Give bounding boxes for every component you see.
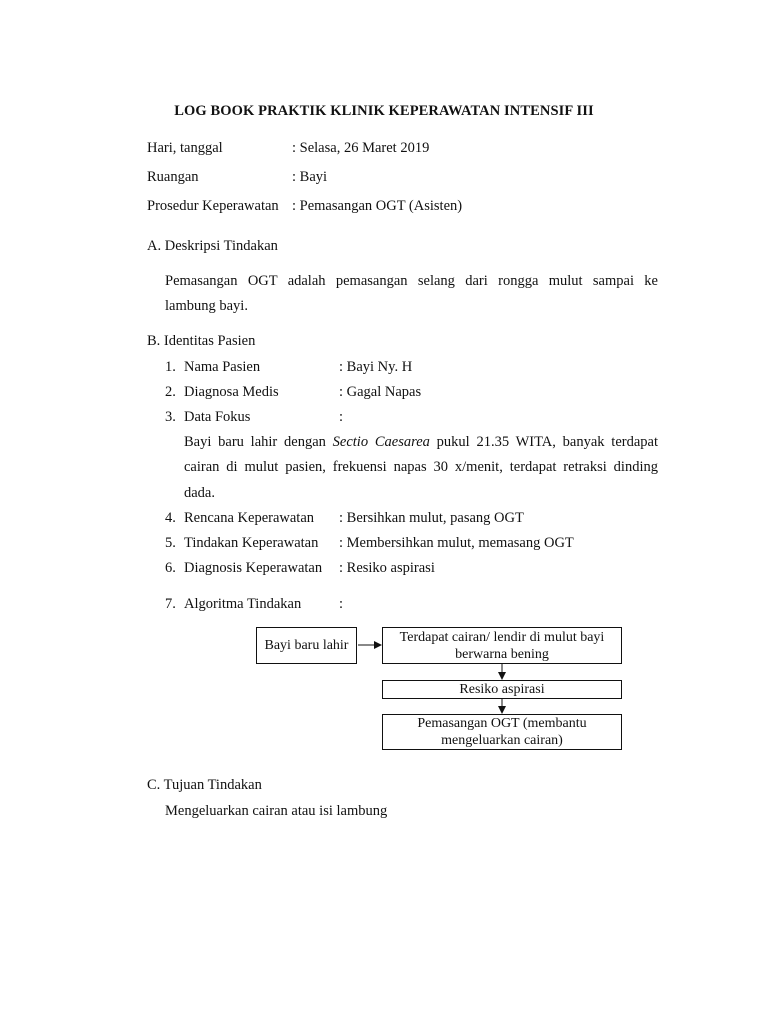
item-number: 4.: [165, 510, 176, 526]
section-c-text: Mengeluarkan cairan atau isi lambung: [165, 803, 388, 819]
document-title: LOG BOOK PRAKTIK KLINIK KEPERAWATAN INTENSIF III: [174, 103, 594, 119]
field-label-date: Hari, tanggal: [147, 140, 223, 156]
focus-data-line2: cairan di mulut pasien, frekuensi napas 30 x/menit, terdapat retraksi dinding: [184, 459, 658, 475]
item-label-algorithm: Algoritma Tindakan: [184, 596, 302, 612]
flow-box-newborn: Bayi baru lahir: [256, 627, 357, 664]
item-number: 3.: [165, 409, 176, 425]
field-value-date: : Selasa, 26 Maret 2019: [292, 140, 430, 156]
section-a-paragraph-line1: Pemasangan OGT adalah pemasangan selang dari rongga mulut sampai ke: [165, 273, 658, 289]
item-number: 6.: [165, 560, 176, 576]
item-number: 2.: [165, 384, 176, 400]
item-label-patient-name: Nama Pasien: [184, 359, 261, 375]
section-a-paragraph-line2: lambung bayi.: [165, 298, 248, 314]
item-number: 5.: [165, 535, 176, 551]
section-a-heading: A. Deskripsi Tindakan: [147, 238, 278, 254]
field-value-room: : Bayi: [292, 169, 328, 185]
item-value-care-action: : Membersihkan mulut, memasang OGT: [339, 535, 574, 551]
item-value-diagnosis: : Gagal Napas: [339, 384, 422, 400]
section-c-heading: C. Tujuan Tindakan: [147, 777, 262, 793]
focus-data-text: Bayi baru lahir dengan: [184, 434, 333, 450]
item-value-patient-name: : Bayi Ny. H: [339, 359, 413, 375]
item-label-diagnosis: Diagnosa Medis: [184, 384, 279, 400]
item-label-focus-data: Data Fokus: [184, 409, 251, 425]
focus-data-italic-term: Sectio Caesarea: [332, 434, 430, 450]
item-number: 1.: [165, 359, 176, 375]
flow-box-fluid-in-mouth: Terdapat cairan/ lendir di mulut bayi berwarna bening: [382, 627, 622, 664]
item-label-care-action: Tindakan Keperawatan: [184, 535, 319, 551]
focus-data-text: pukul 21.35 WITA, banyak terdapat: [429, 434, 658, 450]
section-b-heading: B. Identitas Pasien: [147, 333, 256, 349]
item-value-nursing-diagnosis: : Resiko aspirasi: [339, 560, 435, 576]
item-label-nursing-diagnosis: Diagnosis Keperawatan: [184, 560, 323, 576]
flow-box-ogt-insertion: Pemasangan OGT (membantu mengeluarkan cairan): [382, 714, 622, 750]
item-value-focus-data: :: [339, 409, 344, 425]
item-value-care-plan: : Bersihkan mulut, pasang OGT: [339, 510, 524, 526]
item-label-care-plan: Rencana Keperawatan: [184, 510, 315, 526]
field-label-room: Ruangan: [147, 169, 199, 185]
field-value-procedure: : Pemasangan OGT (Asisten): [292, 198, 463, 214]
item-number: 7.: [165, 596, 176, 612]
item-value-algorithm: :: [339, 596, 344, 612]
flow-box-aspiration-risk: Resiko aspirasi: [382, 680, 622, 699]
focus-data-line3: dada.: [184, 485, 215, 501]
field-label-procedure: Prosedur Keperawatan: [147, 198, 279, 214]
